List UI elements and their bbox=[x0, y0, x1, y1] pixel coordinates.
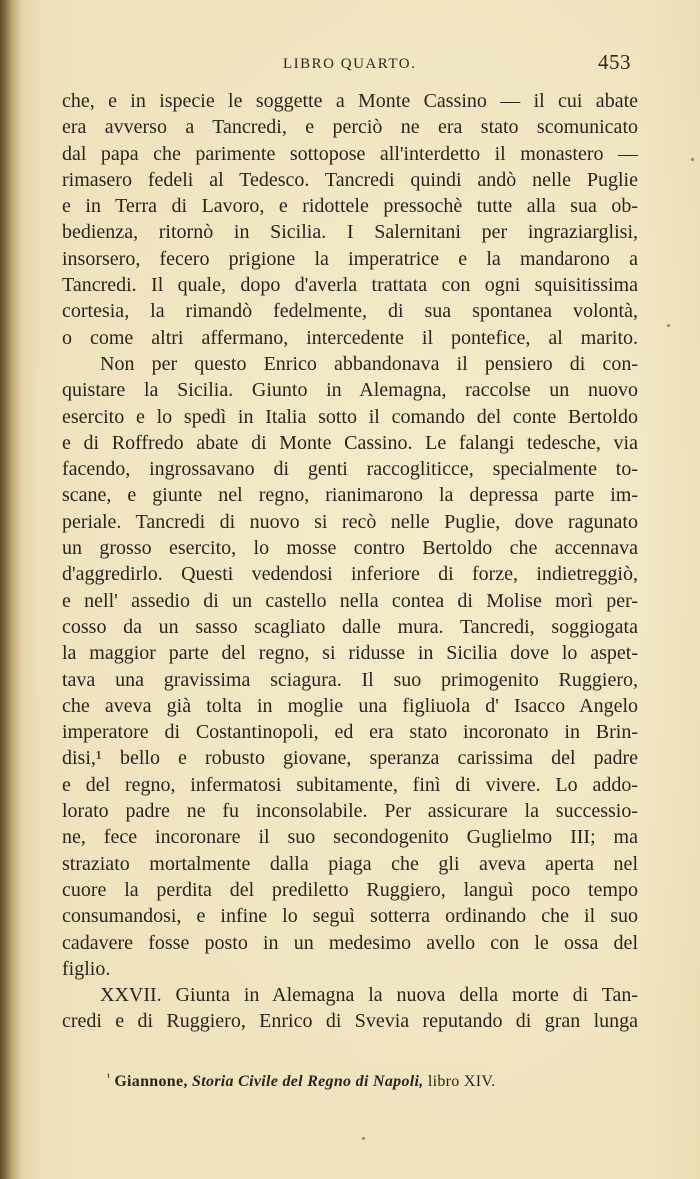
paragraph bbox=[62, 982, 638, 1035]
text-line: che aveva già tolta in moglie una figliuola d' Isacco Angelo bbox=[62, 694, 638, 717]
footnote-reference: libro XIV. bbox=[427, 1073, 496, 1090]
text-line: disi,¹ bello e robusto giovane, speranza carissima del padre bbox=[62, 747, 638, 770]
body-text bbox=[62, 88, 638, 1035]
text-line: rimasero fedeli al Tedesco. Tancredi quindi andò nelle Puglie bbox=[62, 168, 638, 191]
text-line: figlio. bbox=[62, 957, 111, 980]
footnote bbox=[107, 1067, 495, 1093]
text-line: cuore la perdita del prediletto Ruggiero, languì poco tempo bbox=[62, 878, 638, 901]
text-line: quistare la Sicilia. Giunto in Alemagna, raccolse un nuovo bbox=[62, 379, 638, 402]
text-line: e in Terra di Lavoro, e ridottele pressochè tutte alla sua ob- bbox=[62, 195, 638, 218]
paper-speck bbox=[362, 1137, 365, 1140]
text-line: e del regno, infermatosi subitamente, finì di vivere. Lo addo- bbox=[62, 773, 638, 796]
text-line: scane, e giunte nel regno, rianimarono la depressa parte im- bbox=[62, 484, 638, 507]
text-line: cortesia, la rimandò fedelmente, di sua spontanea volontà, bbox=[62, 300, 638, 323]
footnote-title: Storia Civile del Regno di Napoli, bbox=[192, 1073, 424, 1090]
text-line: esercito e lo spedì in Italia sotto il comando del conte Bertoldo bbox=[62, 405, 638, 428]
text-line: d'aggredirlo. Questi vedendosi inferiore di forze, indietreggiò, bbox=[62, 563, 638, 586]
text-line: era avverso a Tancredi, e perciò ne era stato scomunicato bbox=[62, 116, 638, 139]
text-line: dal papa che parimente sottopose all'interdetto il monastero — bbox=[62, 142, 638, 165]
text-line: bedienza, ritornò in Sicilia. I Salernitani per ingraziarglisi, bbox=[62, 221, 638, 244]
paper-speck bbox=[667, 324, 670, 327]
text-line: XXVII. Giunta in Alemagna la nuova della morte di Tan- bbox=[100, 984, 638, 1007]
text-line: Non per questo Enrico abbandonava il pensiero di con- bbox=[100, 352, 638, 375]
text-line: cadavere fosse posto in un medesimo avello con le ossa del bbox=[62, 931, 638, 954]
text-line: periale. Tancredi di nuovo si recò nelle Puglie, dove ragunato bbox=[62, 510, 638, 533]
text-line: e di Roffredo abate di Monte Cassino. Le falangi tedesche, via bbox=[62, 431, 638, 454]
text-line: che, e in ispecie le soggette a Monte Cassino — il cui abate bbox=[62, 90, 638, 112]
text-line: ne, fece incoronare il suo secondogenito Guglielmo III; ma bbox=[62, 826, 638, 849]
text-line: tava una gravissima sciagura. Il suo primogenito Ruggiero, bbox=[62, 668, 638, 691]
text-line: cosso da un sasso scagliato dalle mura. Tancredi, soggiogata bbox=[62, 615, 638, 638]
text-line: un grosso esercito, lo mosse contro Bertoldo che accennava bbox=[62, 537, 638, 560]
page-number: 453 bbox=[598, 50, 631, 74]
text-line: e nell' assedio di un castello nella contea di Molise morì per- bbox=[62, 589, 638, 612]
text-line: consumandosi, e infine lo seguì sotterra ordinando che il suo bbox=[62, 905, 638, 928]
footnote-author: Giannone, bbox=[114, 1073, 188, 1090]
text-line: facendo, ingrossavano di genti raccogliticce, specialmente to- bbox=[62, 458, 638, 481]
text-line: Tancredi. Il quale, dopo d'averla trattata con ogni squisitissima bbox=[62, 274, 638, 297]
paper-speck bbox=[691, 158, 694, 161]
text-line: la maggior parte del regno, si ridusse in Sicilia dove lo aspet- bbox=[62, 642, 638, 665]
text-line: imperatore di Costantinopoli, ed era stato incoronato in Brin- bbox=[62, 721, 638, 744]
footnote-marker: ¹ bbox=[107, 1072, 111, 1083]
text-line: lorato padre ne fu inconsolabile. Per assicurare la successio- bbox=[62, 800, 638, 823]
text-line: o come altri affermano, intercedente il pontefice, al marito. bbox=[62, 326, 638, 349]
paragraph bbox=[62, 351, 638, 982]
text-line: insorsero, fecero prigione la imperatrice e la mandarono a bbox=[62, 247, 638, 270]
text-line: straziato mortalmente dalla piaga che gli aveva aperta nel bbox=[62, 852, 638, 875]
running-title: LIBRO QUARTO. bbox=[283, 56, 417, 72]
paragraph bbox=[62, 88, 638, 351]
text-line: credi e di Ruggiero, Enrico di Svevia reputando di gran lunga bbox=[62, 1010, 638, 1033]
